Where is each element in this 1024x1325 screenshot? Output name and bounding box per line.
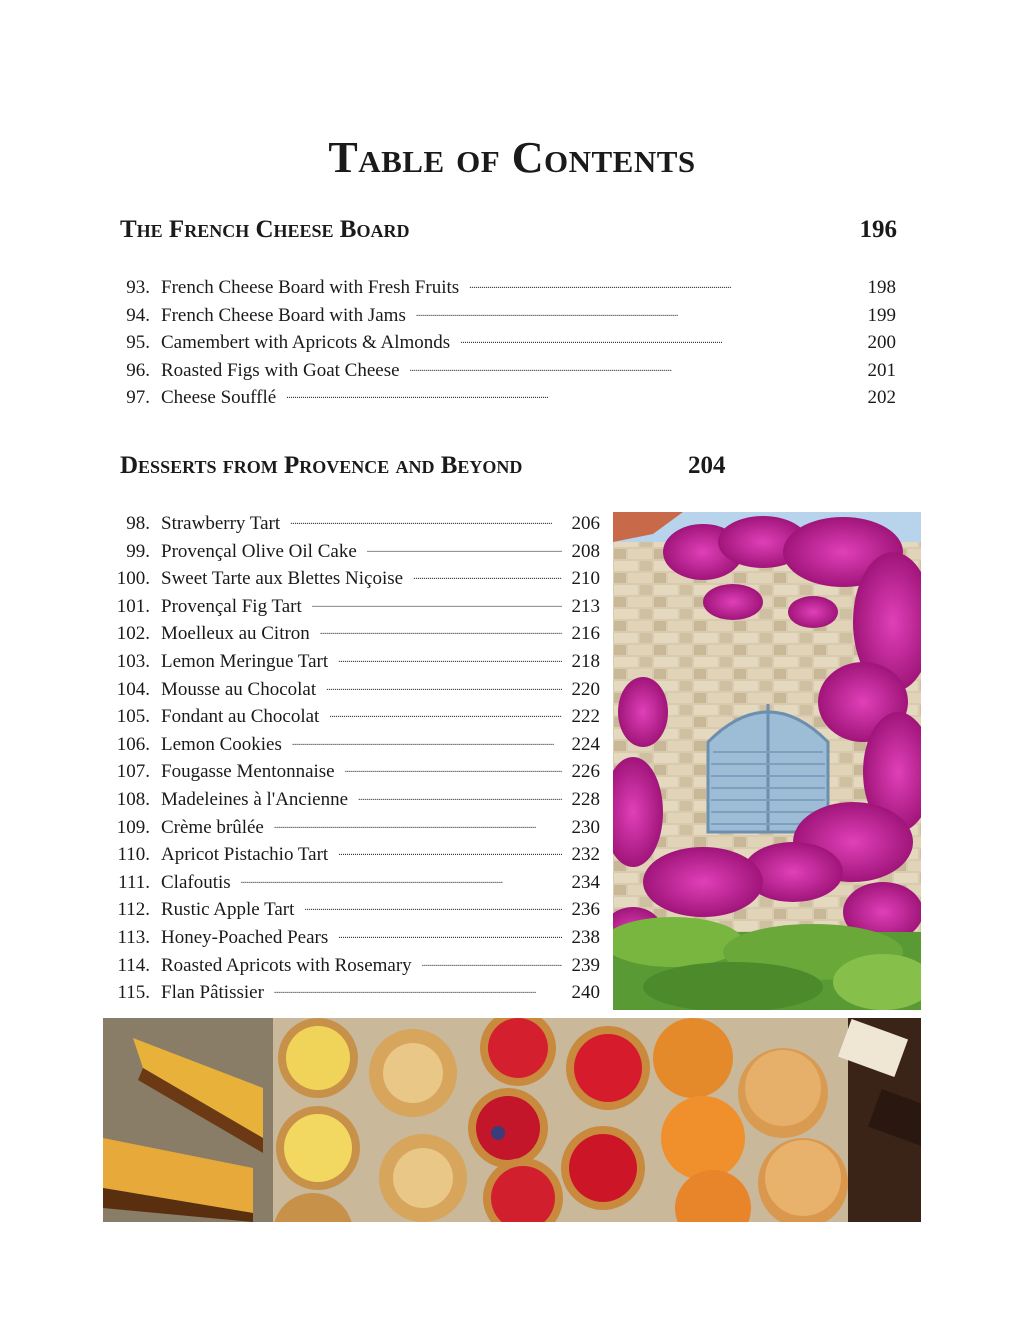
toc-entry[interactable]: [100, 703, 600, 731]
toc-entry-page: 201: [867, 359, 896, 381]
toc-entry-title: French Cheese Board with Jams: [161, 304, 406, 326]
toc-list-cheese-board: [100, 274, 896, 412]
toc-entry-page: 230: [571, 816, 600, 838]
dot-leader: [358, 786, 561, 805]
dot-leader: [338, 841, 561, 860]
toc-entry-title: Mousse au Chocolat: [161, 678, 317, 700]
dot-leader: [274, 814, 562, 833]
toc-entry[interactable]: [100, 924, 600, 952]
dot-leader: [367, 538, 562, 557]
toc-entry-title: Flan Pâtissier: [161, 982, 264, 1004]
toc-entry-title: Clafoutis: [161, 871, 231, 893]
toc-entry[interactable]: [100, 758, 600, 786]
toc-entry[interactable]: [100, 841, 600, 869]
section-heading-desserts: Desserts from Provence and Beyond: [120, 452, 523, 479]
toc-entry-number: 104.: [116, 678, 150, 700]
toc-entry-page: 202: [867, 387, 896, 409]
toc-entry-page: 200: [867, 332, 896, 354]
toc-entry-number: 96.: [126, 359, 150, 381]
page-title: Table of Contents: [328, 133, 696, 182]
toc-entry-page: 224: [571, 733, 600, 755]
toc-entry-title: Lemon Meringue Tart: [161, 650, 329, 672]
toc-entry-number: 110.: [117, 844, 150, 866]
toc-entry-number: 111.: [118, 871, 150, 893]
dot-leader: [290, 510, 561, 529]
toc-entry-number: 113.: [117, 926, 150, 948]
toc-entry-page: 218: [571, 650, 600, 672]
dot-leader: [460, 329, 857, 348]
toc-entry-page: 232: [571, 844, 600, 866]
toc-entry[interactable]: [100, 979, 600, 1007]
pastries-photo: [103, 1018, 921, 1222]
toc-entry-page: 226: [571, 761, 600, 783]
toc-entry-title: Roasted Apricots with Rosemary: [161, 954, 412, 976]
toc-entry-page: 238: [571, 926, 600, 948]
dot-leader: [413, 565, 561, 584]
dot-leader: [292, 731, 562, 750]
dot-leader: [469, 274, 857, 293]
toc-entry[interactable]: [100, 384, 896, 412]
toc-entry-title: Fondant au Chocolat: [161, 706, 320, 728]
dot-leader: [241, 869, 562, 888]
toc-entry[interactable]: [100, 274, 896, 302]
toc-entry[interactable]: [100, 676, 600, 704]
dot-leader: [329, 703, 561, 722]
toc-entry-page: 228: [571, 788, 600, 810]
dot-leader: [304, 896, 561, 915]
toc-entry-page: 234: [571, 871, 600, 893]
dot-leader: [345, 758, 562, 777]
toc-entry-number: 99.: [126, 540, 150, 562]
toc-entry[interactable]: [100, 565, 600, 593]
toc-entry-number: 115.: [117, 982, 150, 1004]
toc-entry-title: Cheese Soufflé: [161, 387, 277, 409]
toc-entry-title: Moelleux au Citron: [161, 623, 310, 645]
eclairs: [838, 1018, 921, 1222]
toc-entry-page: 222: [571, 706, 600, 728]
toc-entry-title: Provençal Fig Tart: [161, 595, 302, 617]
toc-entry[interactable]: [100, 786, 600, 814]
toc-entry-page: 216: [571, 623, 600, 645]
section-page-desserts: 204: [688, 452, 726, 479]
toc-entry-number: 93.: [126, 277, 150, 298]
toc-entry-number: 106.: [116, 733, 150, 755]
toc-entry-number: 97.: [126, 387, 150, 409]
toc-entry-number: 109.: [116, 816, 150, 838]
dot-leader: [338, 648, 561, 667]
dot-leader: [274, 979, 562, 998]
toc-entry-page: 208: [571, 540, 600, 562]
toc-entry-number: 114.: [117, 954, 150, 976]
toc-entry-number: 107.: [116, 761, 150, 783]
toc-entry[interactable]: [100, 648, 600, 676]
toc-entry-page: 240: [571, 982, 600, 1004]
toc-entry-number: 101.: [116, 595, 150, 617]
toc-entry-title: Sweet Tarte aux Blettes Niçoise: [161, 568, 404, 590]
toc-entry[interactable]: [100, 593, 600, 621]
toc-entry[interactable]: [100, 952, 600, 980]
dot-leader: [338, 924, 561, 943]
toc-entry-number: 108.: [116, 788, 150, 810]
toc-entry-page: 206: [571, 513, 600, 534]
toc-list-desserts: [100, 510, 600, 1007]
toc-entry-title: Camembert with Apricots & Almonds: [161, 332, 451, 354]
toc-entry-title: Provençal Olive Oil Cake: [161, 540, 357, 562]
toc-entry-page: 198: [867, 277, 896, 298]
toc-entry-number: 94.: [126, 304, 150, 326]
toc-entry[interactable]: [100, 302, 896, 330]
toc-entry-title: Honey-Poached Pears: [161, 926, 329, 948]
toc-entry[interactable]: [100, 620, 600, 648]
toc-entry-number: 105.: [116, 706, 150, 728]
toc-entry[interactable]: [100, 510, 600, 538]
dot-leader: [326, 676, 561, 695]
toc-entry[interactable]: [100, 329, 896, 357]
toc-entry-title: Fougasse Mentonnaise: [161, 761, 335, 783]
toc-entry[interactable]: [100, 731, 600, 759]
dot-leader: [422, 952, 562, 971]
toc-entry-number: 98.: [126, 513, 150, 534]
toc-entry[interactable]: [100, 538, 600, 566]
dot-leader: [320, 620, 562, 639]
toc-entry-number: 102.: [116, 623, 150, 645]
section-page-cheese-board: 196: [859, 216, 897, 243]
toc-entry[interactable]: [100, 869, 600, 897]
toc-entry-page: 210: [571, 568, 600, 590]
toc-entry-page: 239: [571, 954, 600, 976]
toc-entry-page: 213: [571, 595, 600, 617]
toc-entry-title: Roasted Figs with Goat Cheese: [161, 359, 400, 381]
toc-entry-title: Madeleines à l'Ancienne: [161, 788, 349, 810]
toc-entry-page: 220: [571, 678, 600, 700]
toc-entry-title: Apricot Pistachio Tart: [161, 844, 329, 866]
toc-entry[interactable]: [100, 814, 600, 842]
toc-entry-title: Strawberry Tart: [161, 513, 281, 534]
dot-leader: [410, 357, 858, 376]
toc-entry-number: 103.: [116, 650, 150, 672]
toc-entry-number: 95.: [126, 332, 150, 354]
toc-entry-title: Lemon Cookies: [161, 733, 282, 755]
section-heading-cheese-board: The French Cheese Board: [120, 216, 410, 243]
dot-leader: [416, 302, 858, 321]
dot-leader: [286, 384, 857, 403]
toc-entry[interactable]: [100, 896, 600, 924]
toc-entry[interactable]: [100, 357, 896, 385]
toc-entry-number: 112.: [117, 899, 150, 921]
bougainvillea-photo: [613, 512, 921, 1010]
toc-entry-page: 236: [571, 899, 600, 921]
dot-leader: [312, 593, 562, 612]
toc-entry-number: 100.: [116, 568, 150, 590]
toc-entry-page: 199: [867, 304, 896, 326]
toc-entry-title: Crème brûlée: [161, 816, 264, 838]
toc-entry-title: Rustic Apple Tart: [161, 899, 295, 921]
toc-entry-title: French Cheese Board with Fresh Fruits: [161, 277, 460, 298]
